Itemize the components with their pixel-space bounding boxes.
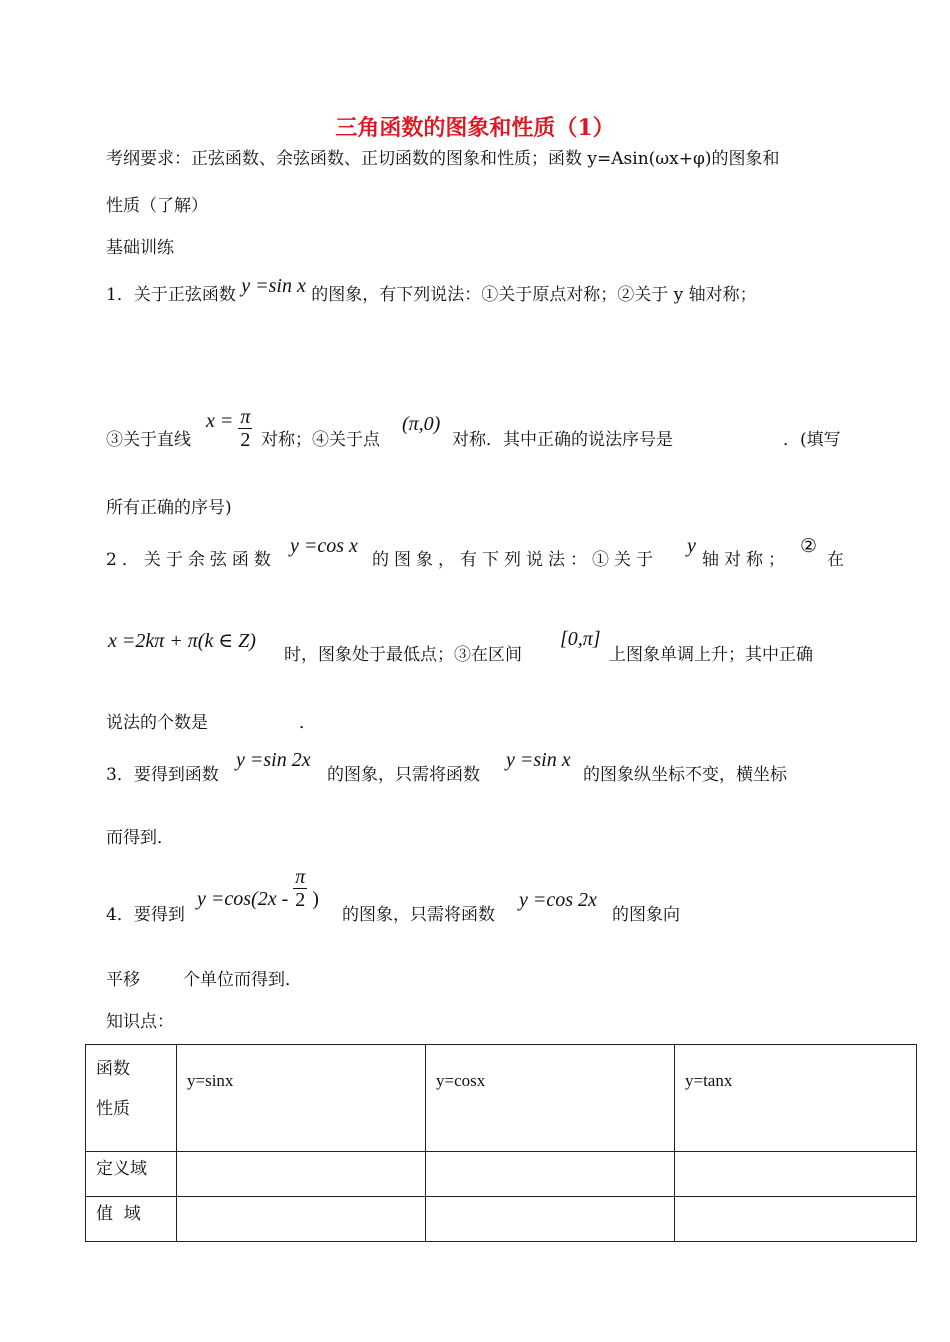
properties-table: [85, 1044, 917, 1242]
q4-text-2b: 个单位而得到．: [183, 970, 302, 990]
q3-formula-2: y =sin x: [506, 749, 571, 771]
cell-domain-cos: [426, 1152, 675, 1197]
q4-frac-numerator: π: [295, 866, 306, 888]
cell-domain-sin: [177, 1152, 426, 1197]
q1-text-2-suffix: 对称．其中正确的说法序号是: [452, 430, 673, 450]
q2-formula: y =cos x: [290, 535, 358, 557]
q2-text-2: 时，图象处于最低点；③在区间: [284, 645, 522, 665]
q2-circle-2: ②: [800, 535, 818, 557]
section-knowledge-points: 知识点：: [106, 1012, 174, 1032]
table-row: [86, 1152, 917, 1197]
table-row: [86, 1197, 917, 1242]
q1-frac-numerator: π: [240, 406, 251, 428]
row-label-range: 值 域: [86, 1197, 177, 1242]
q1-formula: y =sin x: [241, 275, 306, 297]
header-sin: y=sinx: [177, 1045, 426, 1152]
q4-text-2a: 平移: [106, 970, 140, 990]
q4-formula-lhs: y =cos(2x -: [197, 888, 289, 911]
q3-prefix: 3．要得到函数: [106, 765, 219, 785]
header-label-line-1: 函数: [96, 1059, 130, 1079]
q1-frac-denominator: 2: [240, 429, 251, 451]
table-header-row: [86, 1045, 917, 1152]
syllabus-line-2: 性质（了解）: [106, 196, 208, 216]
header-tan: y=tanx: [675, 1045, 917, 1152]
q2-text-3-end: ．: [299, 713, 316, 733]
q4-formula: [197, 866, 319, 911]
q4-prefix: 4．要得到: [106, 905, 185, 925]
q3-text-1b: 的图象纵坐标不变，横坐标: [583, 765, 787, 785]
cell-range-tan: [675, 1197, 917, 1242]
q3-text-1: 的图象，只需将函数: [327, 765, 480, 785]
q2-text-1: 的图象，有下列说法：①关于: [372, 550, 658, 570]
q4-frac-denominator: 2: [295, 889, 306, 911]
q2-formula-2: x =2kπ + π(k ∈ Z): [108, 630, 256, 652]
header-label-cell: [86, 1045, 177, 1152]
q2-interval: [0,π]: [560, 628, 601, 650]
q2-text-2b: 上图象单调上升；其中正确: [609, 645, 813, 665]
q4-formula-2: y =cos 2x: [519, 889, 597, 911]
q4-formula-rhs: ): [312, 888, 319, 911]
q1-prefix: 1．关于正弦函数: [106, 285, 236, 305]
cell-range-cos: [426, 1197, 675, 1242]
page-title: 三角函数的图象和性质（1）: [335, 115, 615, 141]
q2-text-1c: 在: [827, 550, 844, 570]
q1-text-2-prefix: ③关于直线: [106, 430, 191, 450]
header-cos: y=cosx: [426, 1045, 675, 1152]
q1-point: (π,0): [402, 413, 441, 435]
q1-text-3: 所有正确的序号): [106, 498, 232, 518]
q2-text-1b: 轴对称；: [702, 550, 790, 570]
row-label-domain: 定义域: [86, 1152, 177, 1197]
q3-text-2: 而得到．: [106, 828, 174, 848]
q2-text-3: 说法的个数是: [106, 713, 208, 733]
q4-text-1b: 的图象向: [612, 905, 680, 925]
q1-pi-over-2: [238, 406, 252, 451]
q2-prefix: 2．关于余弦函数: [106, 550, 276, 570]
section-basic-training: 基础训练: [106, 238, 174, 258]
q1-text-2-end: ．(填写: [783, 430, 841, 450]
q2-y-var: y: [687, 535, 696, 557]
syllabus-line-1: 考纲要求：正弦函数、余弦函数、正切函数的图象和性质；函数 y=Asin(ωx+φ)的图象和: [106, 149, 780, 169]
q4-pi-over-2: [293, 866, 307, 911]
q1-text-1: 的图象，有下列说法：①关于原点对称；②关于 y 轴对称；: [311, 285, 757, 305]
q1-line-equation: [206, 400, 252, 451]
cell-range-sin: [177, 1197, 426, 1242]
question-1-line-1: [106, 275, 757, 306]
q1-line-lhs: x =: [206, 410, 234, 433]
q4-text-1: 的图象，只需将函数: [342, 905, 495, 925]
q3-formula: y =sin 2x: [236, 749, 311, 771]
cell-domain-tan: [675, 1152, 917, 1197]
q1-text-2-mid: 对称；④关于点: [261, 430, 380, 450]
header-label-line-2: 性质: [96, 1099, 130, 1119]
